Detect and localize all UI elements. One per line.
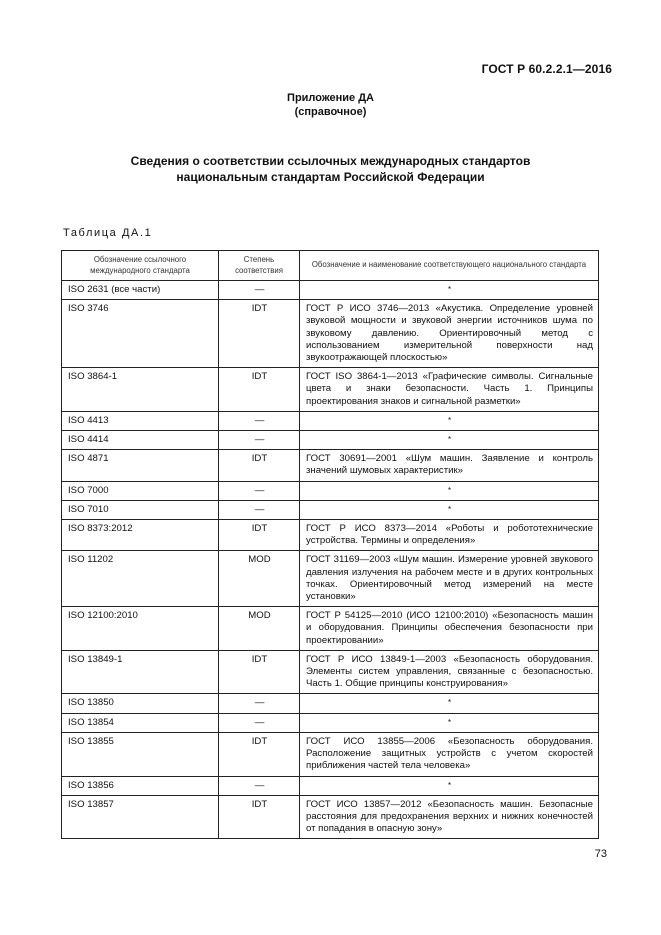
table-row bbox=[62, 300, 599, 368]
cell-national: ГОСТ ISO 3864-1—2013 «Графические символы. Сигнальные цвета и знаки безопасности. Часть 1. Принципы проектирования знаков и сигнальной разметки» bbox=[300, 368, 599, 412]
table-row bbox=[62, 281, 599, 300]
cell-intl: ISO 12100:2010 bbox=[62, 607, 219, 651]
table-row bbox=[62, 607, 599, 651]
cell-national: * bbox=[300, 776, 599, 795]
cell-degree: — bbox=[219, 411, 300, 430]
table-row bbox=[62, 713, 599, 732]
cell-degree: IDT bbox=[219, 450, 300, 481]
table-row bbox=[62, 450, 599, 481]
cell-degree: IDT bbox=[219, 650, 300, 694]
cell-national: * bbox=[300, 713, 599, 732]
header-intl-standard: Обозначение ссылочного международного стандарта bbox=[62, 251, 219, 281]
cell-degree: — bbox=[219, 694, 300, 713]
cell-national: ГОСТ Р ИСО 13849-1—2003 «Безопасность оборудования. Элементы систем управления, связанные с безопасностью. Часть 1. Общие принципы конструирования» bbox=[300, 650, 599, 694]
table-row bbox=[62, 368, 599, 412]
cell-degree: IDT bbox=[219, 795, 300, 839]
cell-national: ГОСТ Р 54125—2010 (ИСО 12100:2010) «Безопасность машин и оборудования. Принципы обеспечения безопасности при проектировании» bbox=[300, 607, 599, 651]
table-row bbox=[62, 776, 599, 795]
header-national-standard: Обозначение и наименование соответствующего национального стандарта bbox=[300, 251, 599, 281]
cell-national: ГОСТ 31169—2003 «Шум машин. Измерение уровней звукового давления излучения на рабочем месте и в других контрольных точках. Ориентировочный метод измерений на месте установки» bbox=[300, 551, 599, 607]
table-row bbox=[62, 650, 599, 694]
table-row bbox=[62, 694, 599, 713]
cell-degree: — bbox=[219, 776, 300, 795]
header-degree: Степень соответствия bbox=[219, 251, 300, 281]
cell-national: ГОСТ ИСО 13857—2012 «Безопасность машин. Безопасные расстояния для предохранения верхних и нижних конечностей от попадания в опасную зону» bbox=[300, 795, 599, 839]
cell-degree: — bbox=[219, 281, 300, 300]
cell-national: ГОСТ 30691—2001 «Шум машин. Заявление и контроль значений шумовых характеристик» bbox=[300, 450, 599, 481]
cell-degree: MOD bbox=[219, 551, 300, 607]
cell-national: * bbox=[300, 500, 599, 519]
table-row bbox=[62, 481, 599, 500]
cell-intl: ISO 7000 bbox=[62, 481, 219, 500]
table-row bbox=[62, 732, 599, 776]
cell-national: * bbox=[300, 411, 599, 430]
cell-national: ГОСТ Р ИСО 8373—2014 «Роботы и робототехнические устройства. Термины и определения» bbox=[300, 520, 599, 551]
cell-intl: ISO 13857 bbox=[62, 795, 219, 839]
cell-intl: ISO 13856 bbox=[62, 776, 219, 795]
cell-intl: ISO 13855 bbox=[62, 732, 219, 776]
table-caption: Таблица ДА.1 bbox=[63, 227, 153, 239]
standards-table bbox=[61, 250, 599, 839]
cell-national: ГОСТ ИСО 13855—2006 «Безопасность оборудования. Расположение защитных устройств с учетом скоростей приближения частей тела человека» bbox=[300, 732, 599, 776]
cell-degree: IDT bbox=[219, 300, 300, 368]
cell-intl: ISO 3864-1 bbox=[62, 368, 219, 412]
cell-intl: ISO 4413 bbox=[62, 411, 219, 430]
cell-national: * bbox=[300, 431, 599, 450]
cell-degree: IDT bbox=[219, 368, 300, 412]
page-title-line-2: национальным стандартам Российской Федерации bbox=[176, 170, 485, 184]
appendix-title: Приложение ДА bbox=[287, 92, 374, 104]
cell-national: * bbox=[300, 281, 599, 300]
cell-degree: IDT bbox=[219, 520, 300, 551]
cell-intl: ISO 4871 bbox=[62, 450, 219, 481]
page-number: 73 bbox=[594, 848, 607, 860]
table-row bbox=[62, 551, 599, 607]
cell-intl: ISO 3746 bbox=[62, 300, 219, 368]
cell-intl: ISO 13854 bbox=[62, 713, 219, 732]
cell-national: * bbox=[300, 481, 599, 500]
appendix-heading bbox=[0, 91, 661, 119]
document-code: ГОСТ Р 60.2.2.1—2016 bbox=[481, 62, 612, 76]
cell-intl: ISO 7010 bbox=[62, 500, 219, 519]
cell-intl: ISO 11202 bbox=[62, 551, 219, 607]
table-row bbox=[62, 500, 599, 519]
table-row bbox=[62, 520, 599, 551]
page-title-line-1: Сведения о соответствии ссылочных международных стандартов bbox=[130, 154, 531, 168]
cell-degree: MOD bbox=[219, 607, 300, 651]
cell-degree: — bbox=[219, 500, 300, 519]
table-header-row bbox=[62, 251, 599, 281]
cell-national: * bbox=[300, 694, 599, 713]
cell-intl: ISO 13850 bbox=[62, 694, 219, 713]
cell-degree: — bbox=[219, 713, 300, 732]
cell-national: ГОСТ Р ИСО 3746—2013 «Акустика. Определение уровней звуковой мощности и звуковой энергии источников шума по звуковому давлению. Ориентировочный метод с использованием измерительной поверхности над звукоотражающей плоскостью» bbox=[300, 300, 599, 368]
table-row bbox=[62, 431, 599, 450]
appendix-subtitle: (справочное) bbox=[294, 106, 367, 118]
cell-intl: ISO 2631 (все части) bbox=[62, 281, 219, 300]
page-title bbox=[0, 153, 661, 185]
cell-degree: — bbox=[219, 431, 300, 450]
table-row bbox=[62, 411, 599, 430]
cell-intl: ISO 13849-1 bbox=[62, 650, 219, 694]
cell-intl: ISO 4414 bbox=[62, 431, 219, 450]
cell-intl: ISO 8373:2012 bbox=[62, 520, 219, 551]
table-row bbox=[62, 795, 599, 839]
cell-degree: IDT bbox=[219, 732, 300, 776]
cell-degree: — bbox=[219, 481, 300, 500]
